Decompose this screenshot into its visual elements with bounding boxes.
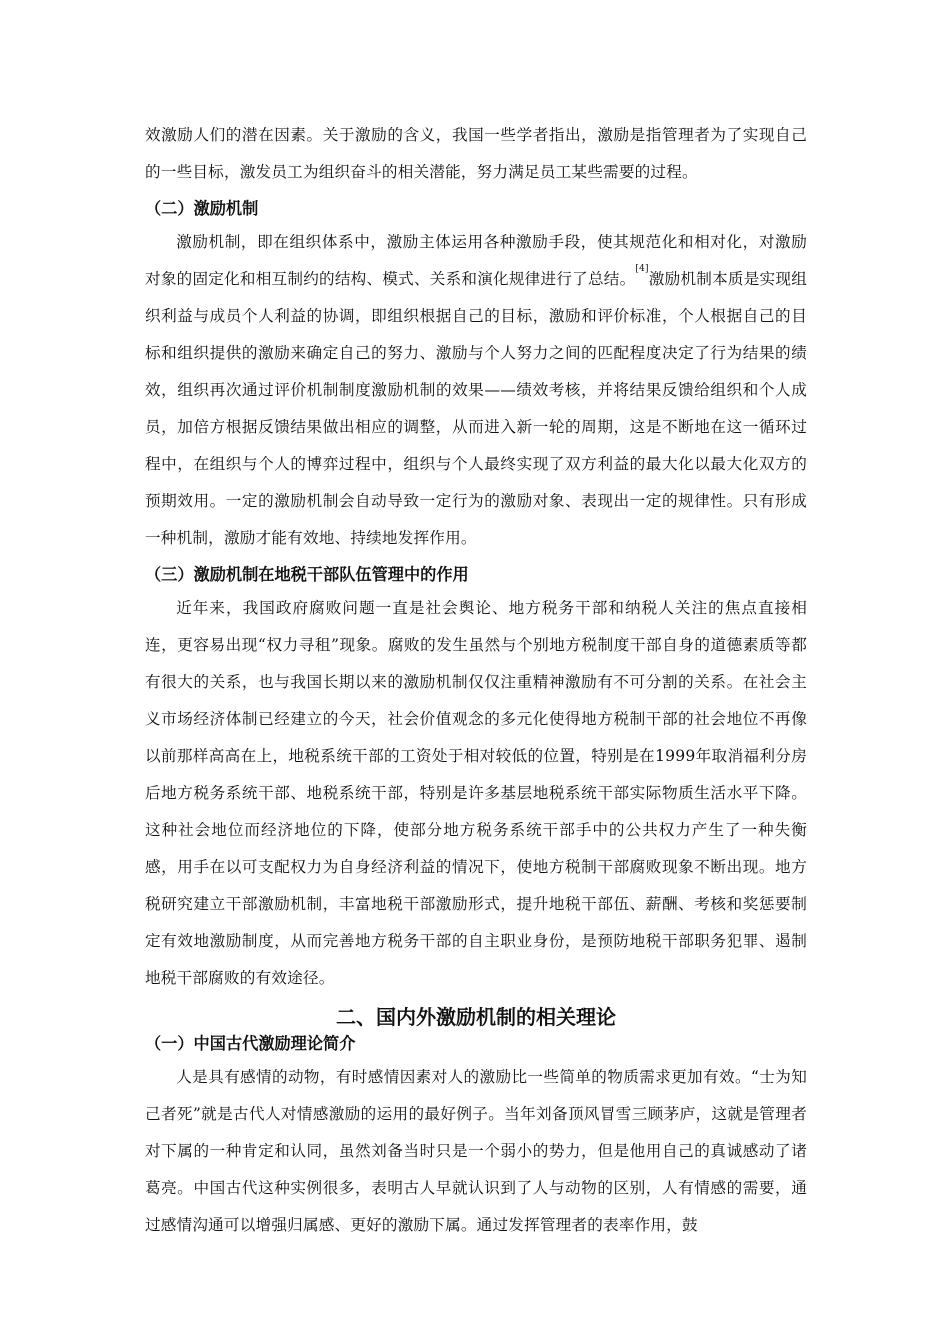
paragraph-ancient-theory: 人是具有感情的动物，有时感情因素对人的激励比一些简单的物质需求更加有效。“士为知己者死”就是古代人对情感激励的运用的最好例子。当年刘备顶风冒雪三顾茅庐，这就是管理者对下属的一种肯定和认同，虽然刘备当时只是一个弱小的势力，但是他用自己的真诚感动了诸葛亮。中国古代这种实例很多，表明古人早就认识到了人与动物的区别，人有情感的需要，通过感情沟通可以增强归属感、更好的激励下属。通过发挥管理者的表率作用，鼓 [145, 1068, 807, 1234]
chapter-heading: 二、国内外激励机制的相关理论 [336, 1005, 616, 1029]
document-content [145, 117, 807, 1244]
paragraph-text: 激励机制本质是实现组织利益与成员个人利益的协调，即组织根据自己的目标，激励和评价标准，个人根据自己的目标和组织提供的激励来确定自己的努力、激励与个人努力之间的匹配程度决定了行为结果的绩效，组织再次通过评价机制制度激励机制的效果——绩效考核，并将结果反馈给组织和个人成员，加倍方根据反馈结果做出相应的调整，从而进入新一轮的周期，这是不断地在这一循环过程中，在组织与个人的博弈过程中，组织与个人最终实现了双方利益的最大化以最大化双方的预期效用。一定的激励机制会自动导致一定行为的激励对象、表现出一定的规律性。只有形成一种机制，激励才能有效地、持续地发挥作用。 [145, 270, 807, 547]
section-heading-incentive-mechanism: （二）激励机制 [145, 199, 259, 218]
section-heading-ancient-theory: （一）中国古代激励理论简介 [145, 1034, 356, 1053]
paragraph-incentive-mechanism [145, 224, 807, 557]
section-heading-role-in-tax-cadre: （三）激励机制在地税干部队伍管理中的作用 [145, 565, 469, 584]
paragraph-corruption-context: 近年来，我国政府腐败问题一直是社会舆论、地方税务干部和纳税人关注的焦点直接相连，更容易出现“权力寻租”现象。腐败的发生虽然与个别地方税制度干部自身的道德素质等都有很大的关系，也与我国长期以来的激励机制仅仅注重精神激励有不可分割的关系。在社会主义市场经济体制已经建立的今天，社会价值观念的多元化使得地方税制干部的社会地位不再像以前那样高高在上，地税系统干部的工资处于相对较低的位置，特别是在1999年取消福利分房后地方税务系统干部、地税系统干部，特别是许多基层地税系统干部实际物质生活水平下降。这种社会地位而经济地位的下降，使部分地方税务系统干部手中的公共权力产生了一种失衡感，用手在以可支配权力为自身经济利益的情况下，使地方税制干部腐败现象不断出现。地方税研究建立干部激励机制，丰富地税干部激励形式，提升地税干部伍、薪酬、考核和奖惩要制定有效地激励制度，从而完善地方税务干部的自主职业身份，是预防地税干部职务犯罪、遏制地税干部腐败的有效途径。 [145, 599, 807, 987]
paragraph-text: 激励机制，即在组织体系中，激励主体运用各种激励手段，使其规范化和相对化，对激励对象的固定化和相互制约的结构、模式、关系和演化规律进行了总结。 [145, 233, 807, 288]
paragraph-motivation-definition: 效激励人们的潜在因素。关于激励的含义，我国一些学者指出，激励是指管理者为了实现自己的一些目标，激发员工为组织奋斗的相关潜能，努力满足员工某些需要的过程。 [145, 126, 807, 181]
citation-ref: [4] [635, 264, 649, 274]
